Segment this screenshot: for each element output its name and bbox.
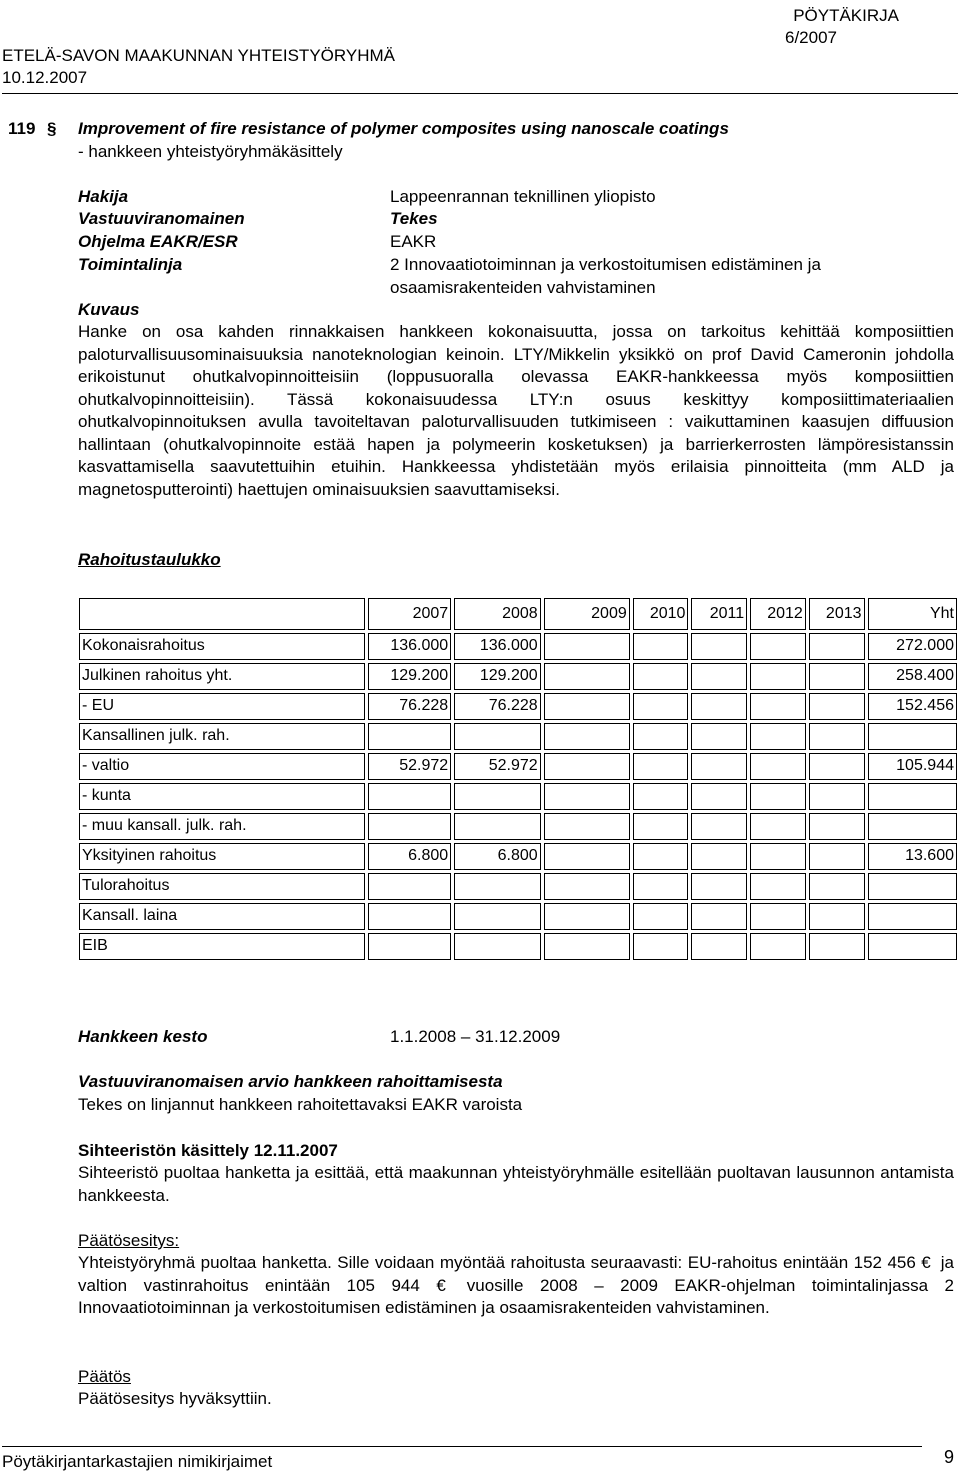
table-cell [544,933,630,960]
table-cell: 129.200 [454,663,541,690]
table-row [79,633,957,660]
table-row-label: - EU [79,693,365,720]
table-row-label: Yksityinen rahoitus [79,843,365,870]
table-cell [454,933,541,960]
table-header-cell: 2011 [691,598,747,630]
table-cell: 13.600 [868,843,957,870]
secretariat-heading: Sihteeristön käsittely 12.11.2007 [78,1141,338,1160]
table-cell [691,753,747,780]
table-row-label: Kansallinen julk. rah. [79,723,365,750]
table-row [79,813,957,840]
table-cell [633,843,689,870]
table-row-label: Kansall. laina [79,903,365,930]
table-cell [544,783,630,810]
table-cell: 152.456 [868,693,957,720]
table-row [79,753,957,780]
table-cell [454,903,541,930]
table-cell [868,903,957,930]
table-cell [809,813,865,840]
table-header-cell: 2013 [809,598,865,630]
table-cell [368,873,452,900]
table-cell [633,903,689,930]
table-row [79,663,957,690]
table-header-cell: 2008 [454,598,541,630]
footer-initials-label: Pöytäkirjantarkastajien nimikirjaimet [2,1452,273,1471]
table-row [79,873,957,900]
info-label-authority: Vastuuviranomainen [78,209,245,228]
table-row-label: - muu kansall. julk. rah. [79,813,365,840]
table-cell [368,813,452,840]
table-cell [809,873,865,900]
table-cell [691,663,747,690]
table-header-cell: 2010 [633,598,689,630]
table-cell [368,783,452,810]
table-cell [750,843,806,870]
table-row [79,693,957,720]
table-cell [633,933,689,960]
table-cell [809,693,865,720]
table-cell [868,723,957,750]
table-cell [750,813,806,840]
table-header-cell: 2012 [750,598,806,630]
table-cell [454,873,541,900]
table-cell [809,843,865,870]
table-cell [750,663,806,690]
duration-value: 1.1.2008 – 31.12.2009 [390,1027,561,1046]
info-label-programme: Ohjelma EAKR/ESR [78,232,238,251]
table-cell [544,903,630,930]
table-cell [809,933,865,960]
table-header-cell: 2009 [544,598,630,630]
table-cell [691,813,747,840]
info-value-programme: EAKR [390,232,437,251]
table-cell: 6.800 [368,843,452,870]
table-row-label: EIB [79,933,365,960]
table-cell: 52.972 [454,753,541,780]
document-type: PÖYTÄKIRJA [793,6,899,25]
table-cell: 76.228 [454,693,541,720]
table-cell [544,813,630,840]
table-cell [750,933,806,960]
assessment-heading: Vastuuviranomaisen arvio hankkeen rahoittamisesta [78,1072,503,1091]
table-cell [809,633,865,660]
table-cell [633,783,689,810]
table-cell [633,753,689,780]
proposal-heading: Päätösesitys: [78,1231,180,1250]
table-cell [691,903,747,930]
table-row [79,903,957,930]
table-cell [868,933,957,960]
table-cell [868,873,957,900]
table-cell [691,873,747,900]
funding-table [76,595,960,963]
table-cell [633,873,689,900]
table-cell [750,903,806,930]
table-cell [454,813,541,840]
table-cell: 6.800 [454,843,541,870]
table-cell [544,843,630,870]
table-cell [544,663,630,690]
table-row-label: Kokonaisrahoitus [79,633,365,660]
secretariat-text: Sihteeristö puoltaa hanketta ja esittää, että maakunnan yhteistyöryhmälle esitellään puoltavan lausunnon antamista hankkeesta. [78,1163,954,1205]
table-header-cell: 2007 [368,598,452,630]
table-cell [368,903,452,930]
table-cell [809,783,865,810]
table-cell: 258.400 [868,663,957,690]
table-cell [691,723,747,750]
table-row-label: Tulorahoitus [79,873,365,900]
table-cell [633,813,689,840]
table-cell: 52.972 [368,753,452,780]
info-label-applicant: Hakija [78,187,129,206]
table-cell [454,723,541,750]
proposal-text: Yhteistyöryhmä puoltaa hanketta. Sille voidaan myöntää rahoitusta seuraavasti: EU-rahoitus enintään 152 456 € ja valtion vastinrahoitus enintään 105 944 € vuosille 2008 – 2009 EAKR-ohjelman toimintalinjassa 2 Innovaatiotoiminnan ja verkostoitumisen edistäminen ja osaamisrakenteiden vahvistaminen. [78,1253,954,1317]
footer-divider [2,1446,922,1447]
organization-name: ETELÄ-SAVON MAAKUNNAN YHTEISTYÖRYHMÄ [2,46,395,65]
table-row [79,933,957,960]
table-header-cell: Yht [868,598,957,630]
info-value-priority-axis: 2 Innovaatiotoiminnan ja verkostoitumisen edistäminen ja [390,255,821,274]
table-cell [544,873,630,900]
table-cell [368,723,452,750]
decision-heading: Päätös [78,1367,131,1386]
table-cell: 129.200 [368,663,452,690]
table-cell [809,723,865,750]
table-row-label: Julkinen rahoitus yht. [79,663,365,690]
table-cell [750,753,806,780]
table-cell: 105.944 [868,753,957,780]
table-cell [750,723,806,750]
table-cell [691,783,747,810]
table-cell [633,723,689,750]
table-cell [633,663,689,690]
euro-sign-icon: € [921,1253,931,1272]
table-cell [544,753,630,780]
table-cell [368,933,452,960]
table-cell [691,633,747,660]
table-cell [868,783,957,810]
header-divider [2,93,958,94]
description-text: Hanke on osa kahden rinnakkaisen hankkeen kokonaisuutta, jossa on tarkoitus kehittää komposiittien paloturvallisuusominaisuuksia nanoteknologian keinoin. LTY/Mikkelin yksikkö on prof David Cameronin johdolla erikoistunut ohutkalvopinnoitteisiin (loppusuoralla olevassa EAKR-hankkeessa myös komposiittien ohutkalvopinnoitteisiin). Tässä kokonaisuudessa LTY:n osuus keskittyy komposiittimateriaalien ohutkalvopinnoituksen avulla tavoiteltavan paloturvallisuuden tutkimiseen : vaikuttaminen kaasujen diffuusion hallintaan (ohutkalvopinnoite estää hapen ja polymeerin kosketuksen) ja barrierkerrosten lämpöresistanssin kasvattamisella saavutettuihin etuihin. Hankkeessa yhdistetään myös erilaisia pinnoitteita (mm ALD ja magnetosputterointi) haettujen ominaisuuksien saavuttamiseksi. [78,322,954,499]
table-cell [750,633,806,660]
duration-label: Hankkeen kesto [78,1027,208,1046]
table-cell [809,753,865,780]
table-cell [633,633,689,660]
table-row-label: - valtio [79,753,365,780]
table-cell [809,903,865,930]
table-row-label: - kunta [79,783,365,810]
info-value-priority-axis-cont: osaamisrakenteiden vahvistaminen [390,278,656,297]
table-cell [750,783,806,810]
euro-sign-icon: € [436,1275,446,1295]
decision-text: Päätösesitys hyväksyttiin. [78,1389,272,1408]
table-cell: 136.000 [368,633,452,660]
section-title: Improvement of fire resistance of polymer composites using nanoscale coatings [78,119,729,138]
table-cell: 76.228 [368,693,452,720]
table-cell [544,693,630,720]
info-value-applicant: Lappeenrannan teknillinen yliopisto [390,187,656,206]
section-subtitle: - hankkeen yhteistyöryhmäkäsittely [78,142,343,161]
table-cell: 136.000 [454,633,541,660]
table-cell [544,633,630,660]
table-cell [633,693,689,720]
info-value-authority: Tekes [390,209,438,228]
table-cell [691,693,747,720]
table-header-row [79,598,957,630]
info-label-priority-axis: Toimintalinja [78,255,183,274]
table-row [79,843,957,870]
page-number: 9 [943,1447,954,1467]
section-symbol: § [47,119,57,138]
table-cell: 272.000 [868,633,957,660]
section-number: 119 [8,119,36,138]
table-cell [868,813,957,840]
document-number: 6/2007 [785,28,837,47]
table-row [79,723,957,750]
table-cell [750,873,806,900]
table-row [79,783,957,810]
table-cell [691,933,747,960]
meeting-date: 10.12.2007 [2,68,88,87]
table-cell [454,783,541,810]
table-cell [750,693,806,720]
table-cell [809,663,865,690]
table-header-cell [79,598,365,630]
table-cell [544,723,630,750]
assessment-text: Tekes on linjannut hankkeen rahoitettavaksi EAKR varoista [78,1095,523,1114]
funding-heading: Rahoitustaulukko [78,550,221,569]
description-heading: Kuvaus [78,300,140,319]
table-cell [691,843,747,870]
